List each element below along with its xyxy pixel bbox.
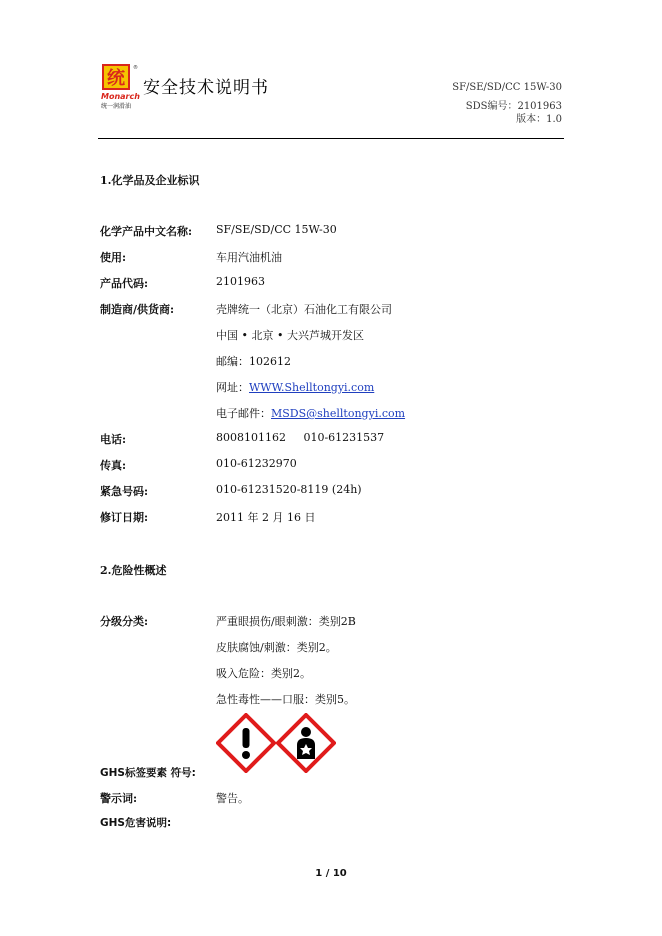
website-line [216,379,374,395]
ghs-hazard-label: GHS危害说明: [100,817,172,829]
document-title: 安全技术说明书 [143,78,269,98]
classification-label: 分级分类: [100,615,149,628]
classification-item: 吸入危险：类别2。 [216,667,311,680]
svg-text:®: ® [133,65,138,71]
product-line: SF/SE/SD/CC 15W-30 [452,82,562,93]
section-1-heading: 1.化学品及企业标识 [100,174,200,187]
product-name-label: 化学产品中文名称: [100,225,193,238]
sds-number: SDS编号：2101963 [465,101,562,112]
version: 版本：1.0 [516,114,562,125]
product-code-label: 产品代码: [100,277,149,290]
postcode: 邮编：102612 [216,355,291,368]
ghs-label: GHS标签要素 符号: [100,767,196,779]
emergency-label: 紧急号码: [100,485,149,498]
phone-label: 电话: [100,433,127,446]
classification-item: 急性毒性——口服：类别5。 [216,693,355,706]
classification-item: 严重眼损伤/眼刺激：类别2B [216,615,356,628]
page-number: 1 / 10 [315,868,347,879]
company-logo [100,62,140,110]
website-link[interactable]: WWW.Shelltongyi.com [249,381,375,394]
fax-label: 传真: [100,459,127,472]
revision-date-value: 2011 年 2 月 16 日 [216,511,316,524]
website-prefix: 网址： [216,381,249,394]
product-code-value: 2101963 [216,275,265,288]
product-name-value: SF/SE/SD/CC 15W-30 [216,223,337,236]
section-2-heading: 2.危险性概述 [100,564,167,577]
emergency-value: 010-61231520-8119 (24h) [216,483,362,496]
email-line [216,405,405,421]
manufacturer-value: 壳牌统一（北京）石油化工有限公司 [216,303,392,316]
manufacturer-label: 制造商/供货商: [100,303,175,316]
use-label: 使用: [100,251,127,264]
email-prefix: 电子邮件： [216,407,271,420]
phone-value: 8008101162 010-61231537 [216,431,385,444]
svg-text:统一润滑油: 统一润滑油 [101,103,132,110]
signal-word-label: 警示词: [100,792,138,805]
signal-word-value: 警告。 [216,792,249,805]
svg-text:统: 统 [107,68,125,89]
use-value: 车用汽油机油 [216,251,282,264]
fax-value: 010-61232970 [216,457,297,470]
svg-text:Monarch: Monarch [101,92,140,101]
header-divider [98,138,564,139]
email-link[interactable]: MSDS@shelltongyi.com [271,407,406,420]
address: 中国 • 北京 • 大兴芦城开发区 [216,329,364,342]
classification-item: 皮肤腐蚀/刺激：类别2。 [216,641,337,654]
revision-date-label: 修订日期: [100,511,149,524]
exclamation-mark-icon [216,713,276,773]
health-hazard-icon [276,713,336,773]
